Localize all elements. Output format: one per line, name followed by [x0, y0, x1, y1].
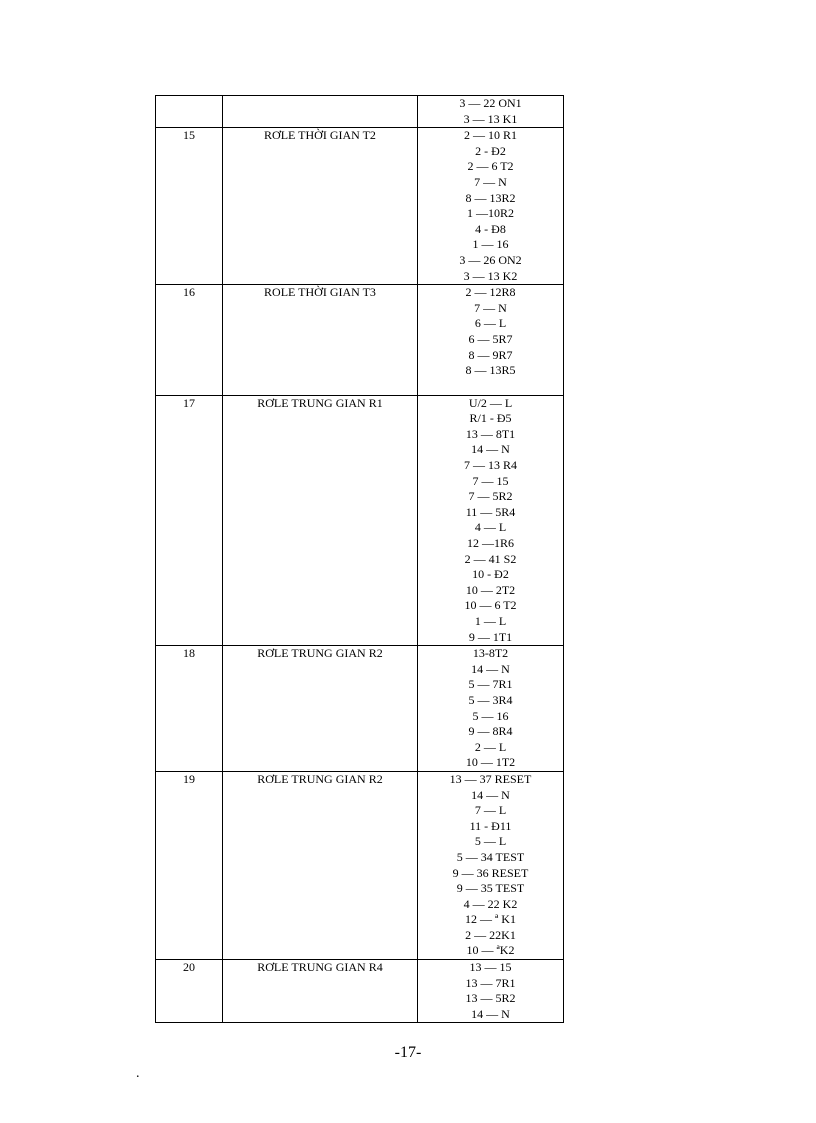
connection-item: 13 — 8T1 — [465, 426, 516, 441]
connection-item: 7 — 13 R4 — [463, 458, 517, 473]
connection-item: 10 — 6 T2 — [464, 598, 517, 613]
device-name-cell: RƠLE TRUNG GIAN R4 — [223, 960, 418, 1023]
connection-item: 2 — 10 R1 — [463, 128, 517, 143]
connection-item: 13 — 37 RESET — [449, 771, 532, 786]
table-row — [156, 96, 564, 128]
connection-item: 2 — 22K1 — [465, 927, 516, 942]
row-number-cell: 20 — [156, 960, 223, 1023]
connection-item: 11 - Đ11 — [469, 818, 512, 833]
connection-item: 13 — 5R2 — [465, 991, 516, 1006]
connection-item: 9 — 8R4 — [468, 724, 513, 739]
connection-item: 2 — 6 T2 — [467, 159, 514, 174]
connection-item: 3 — 26 ON2 — [459, 252, 522, 267]
row-number-cell: 19 — [156, 771, 223, 959]
connection-item: 6 — L — [474, 316, 507, 331]
connection-item: 2 — 12R8 — [465, 285, 516, 300]
connection-list-cell — [418, 128, 564, 285]
connection-item: 9 — 36 RESET — [452, 865, 529, 880]
connection-list-cell — [418, 395, 564, 646]
connection-list-cell — [418, 771, 564, 959]
device-name-cell: RƠLE TRUNG GIAN R2 — [223, 646, 418, 772]
connection-item: 5 — L — [474, 834, 507, 849]
connection-item: 10 — ªK2 — [466, 943, 515, 958]
connection-item: 7 — 5R2 — [468, 489, 513, 504]
connection-item: 8 — 9R7 — [468, 347, 513, 362]
connection-list-cell — [418, 96, 564, 128]
connection-item: 11 — 5R4 — [465, 504, 516, 519]
connection-item: 13-8T2 — [472, 646, 509, 661]
connection-item: 7 — N — [474, 300, 507, 315]
row-number-cell: 17 — [156, 395, 223, 646]
connection-item: 4 — L — [474, 520, 507, 535]
connection-item: 1 —10R2 — [466, 206, 514, 221]
device-name-cell: RƠLE TRUNG GIAN R2 — [223, 771, 418, 959]
connection-item: 12 —1R6 — [466, 536, 514, 551]
page-number: -17- — [394, 1044, 422, 1061]
connection-table-wrapper — [155, 95, 564, 1023]
table-row — [156, 395, 564, 646]
connection-item: U/2 — L — [468, 395, 513, 410]
connection-item: 1 — L — [474, 614, 507, 628]
connection-item: 7 — N — [474, 174, 507, 189]
connection-item: 10 - Đ2 — [472, 567, 509, 582]
connection-item: 12 — ª K1 — [465, 912, 516, 927]
connection-item: 2 — 41 S2 — [464, 551, 517, 566]
row-number-cell — [156, 96, 223, 128]
connection-list-cell — [418, 646, 564, 772]
row-number-cell: 15 — [156, 128, 223, 285]
stray-dot: . — [136, 1066, 140, 1081]
connection-item: 3 — 22 ON1 — [459, 96, 522, 110]
connection-item: 6 — 5R7 — [468, 331, 513, 346]
connection-item: 7 — L — [474, 803, 507, 818]
connection-item: 8 — 13R2 — [465, 190, 516, 205]
connection-item: 10 — 1T2 — [465, 755, 516, 770]
connection-item: 4 - Đ8 — [475, 221, 506, 236]
connection-item: 1 — 16 — [472, 237, 509, 252]
cell-spacer — [418, 379, 563, 395]
table-row — [156, 285, 564, 396]
row-number-cell: 18 — [156, 646, 223, 772]
connection-item: 2 — L — [474, 739, 507, 754]
connection-item: 9 — 35 TEST — [456, 881, 525, 896]
connection-table-body — [156, 96, 564, 1023]
table-row — [156, 128, 564, 285]
connection-item: 14 — N — [471, 442, 510, 457]
connection-item: R/1 - Đ5 — [469, 411, 512, 426]
connection-item: 10 — 2T2 — [465, 582, 516, 597]
connection-item: 5 — 34 TEST — [456, 849, 525, 864]
connection-item: 5 — 16 — [472, 708, 509, 723]
connection-item: 3 — 13 K1 — [463, 111, 518, 126]
connection-item: 13 — 7R1 — [465, 975, 516, 990]
connection-item: 2 - Đ2 — [475, 143, 506, 158]
device-name-cell — [223, 96, 418, 128]
connection-item: 5 — 3R4 — [468, 692, 513, 707]
row-number-cell: 16 — [156, 285, 223, 396]
table-row — [156, 646, 564, 772]
device-name-cell: RƠLE THỜI GIAN T2 — [223, 128, 418, 285]
connection-item: 5 — 7R1 — [468, 677, 513, 692]
table-row — [156, 771, 564, 959]
connection-item: 13 — 15 — [469, 960, 512, 975]
connection-item: 7 — 15 — [472, 473, 509, 488]
table-row — [156, 960, 564, 1023]
connection-item: 4 — 22 K2 — [463, 896, 518, 911]
connection-item: 9 — 1T1 — [468, 629, 513, 644]
connection-table — [155, 95, 564, 1023]
connection-item: 14 — N — [471, 787, 510, 802]
connection-list-cell — [418, 960, 564, 1023]
connection-item: 3 — 13 K2 — [463, 268, 518, 283]
connection-item: 8 — 13R5 — [465, 363, 516, 378]
device-name-cell: RƠLE TRUNG GIAN R1 — [223, 395, 418, 646]
connection-list-cell — [418, 285, 564, 396]
device-name-cell: ROLE THỜI GIAN T3 — [223, 285, 418, 396]
connection-item: 14 — N — [471, 1006, 510, 1021]
connection-item: 14 — N — [471, 661, 510, 676]
